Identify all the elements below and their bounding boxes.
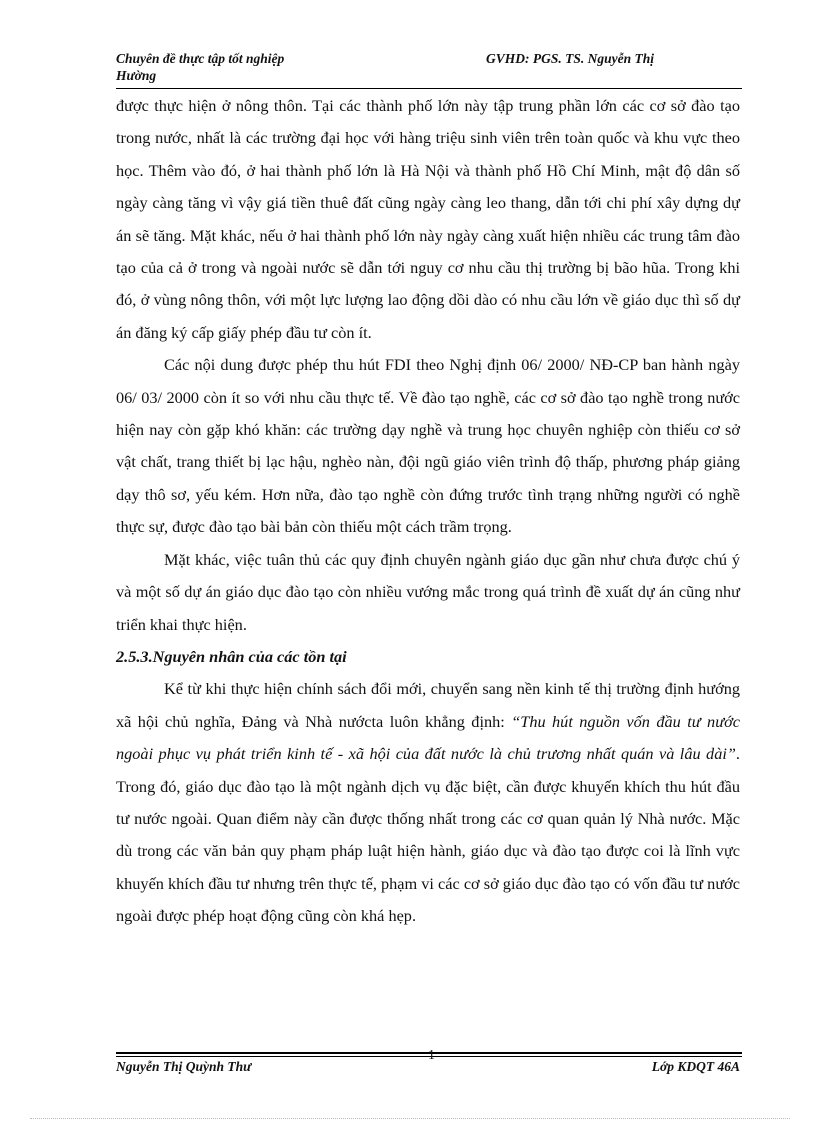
page-header	[116, 50, 742, 90]
page-bottom-dotted-line	[30, 1118, 790, 1119]
paragraph-3: Mặt khác, việc tuân thủ các quy định chuyên ngành giáo dục gần như chưa được chú ý và một số dự án giáo dục đào tạo còn nhiều vướng mắc trong quá trình đề xuất dự án cũng như triển khai thực hiện.	[116, 549, 740, 634]
section-heading: 2.5.3.Nguyên nhân của các tồn tại	[116, 646, 347, 666]
page-number: 1	[428, 1048, 435, 1063]
paragraph-4	[116, 673, 740, 932]
header-rule	[116, 88, 742, 89]
document-body	[116, 90, 740, 933]
footer-author: Nguyễn Thị Quỳnh Thư	[116, 1059, 252, 1074]
paragraph-4-quote: “Thu hút nguồn vốn đầu tư nước ngoài phục vụ phát triển kinh tế - xã hội của đất nước là chủ trương nhất quán và lâu dài”	[116, 711, 740, 764]
paragraph-4-end: . Trong đó, giáo dục đào tạo là một ngành dịch vụ đặc biệt, cần được khuyến khích thu hút đầu tư nước ngoài. Quan điểm này cần được thống nhất trong các cơ quan quản lý Nhà nước. Mặc dù trong các văn bản quy phạm pháp luật hiện hành, giáo dục và đào tạo được coi là lĩnh vực khuyến khích đầu tư nhưng trên thực tế, phạm vi các cơ sở giáo dục đào tạo có vốn đầu tư nước ngoài được phép hoạt động cũng còn khá hẹp.	[116, 744, 740, 926]
paragraph-2: Các nội dung được phép thu hút FDI theo Nghị định 06/ 2000/ NĐ-CP ban hành ngày 06/ 03/ 2000 còn ít so với nhu cầu thực tế. Về đào tạo nghề, các cơ sở đào tạo nghề trong nước hiện nay còn gặp khó khăn: các trường dạy nghề và trung học chuyên nghiệp còn thiếu cơ sở vật chất, trang thiết bị lạc hậu, nghèo nàn, đội ngũ giáo viên trình độ thấp, phương pháp giảng dạy thô sơ, yếu kém. Hơn nữa, đào tạo nghề còn đứng trước tình trạng những người có nghề thực sự, được đào tạo bài bản còn thiếu một cách trầm trọng.	[116, 355, 740, 537]
page-footer	[116, 1058, 742, 1080]
paragraph-4-start: Kể từ khi thực hiện chính sách đổi mới, chuyển sang nền kinh tế thị trường định hướng xã hội chủ nghĩa, Đảng và Nhà nướcta luôn khẳng định:	[116, 679, 740, 731]
header-title-line2: Hường	[116, 68, 157, 83]
footer-class: Lớp KDQT 46A	[651, 1059, 740, 1074]
header-title-line1: Chuyên đề thực tập tốt nghiệp	[116, 51, 285, 66]
header-document-title	[116, 50, 346, 84]
paragraph-1: được thực hiện ở nông thôn. Tại các thành phố lớn này tập trung phần lớn các cơ sở đào tạo trong nước, nhất là các trường đại học với hàng triệu sinh viên trên toàn quốc và khu vực theo học. Thêm vào đó, ở hai thành phố lớn là Hà Nội và thành phố Hồ Chí Minh, mật độ dân số ngày càng tăng vì vậy giá tiền thuê đất cũng ngày càng leo thang, dẫn tới chi phí xây dựng dự án sẽ tăng. Mặt khác, nếu ở hai thành phố lớn này ngày càng xuất hiện nhiều các trung tâm đào tạo của cả ở trong và ngoài nước sẽ dẫn tới nguy cơ nhu cầu thị trường bị bão hũa. Trong khi đó, ở vùng nông thôn, với một lực lượng lao động dồi dào có nhu cầu lớn về giáo dục thì số dự án đăng ký cấp giấy phép đầu tư còn ít.	[116, 96, 740, 342]
header-supervisor: GVHD: PGS. TS. Nguyễn Thị	[486, 51, 655, 66]
